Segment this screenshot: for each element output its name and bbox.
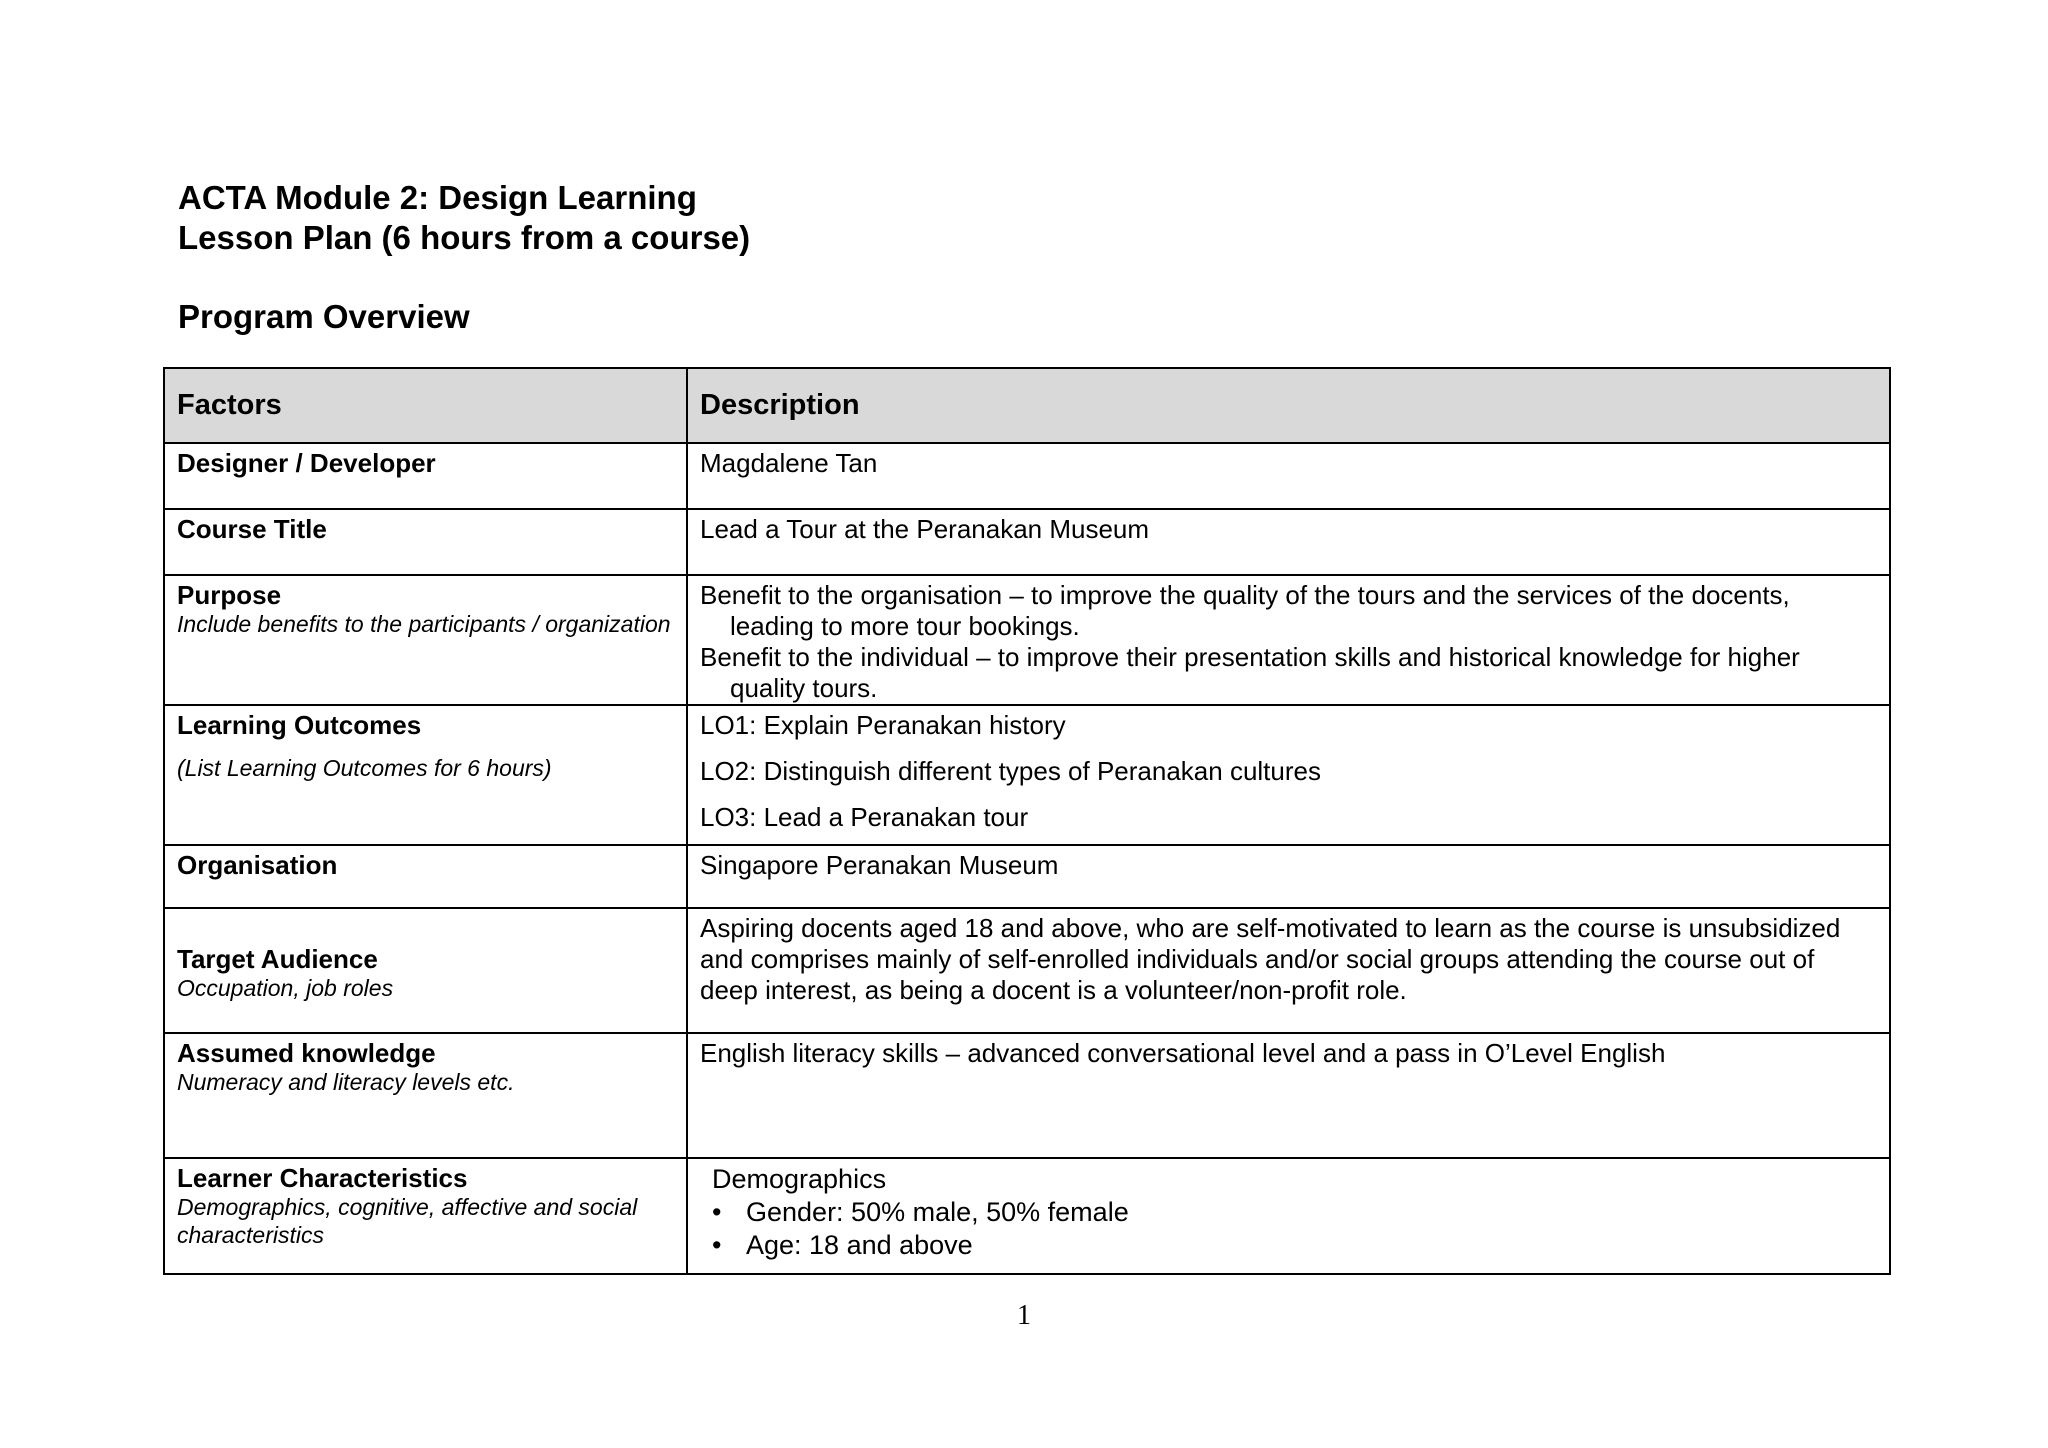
factor-name: Purpose <box>177 580 282 610</box>
column-header-factors: Factors <box>164 368 687 443</box>
factor-name: Target Audience <box>177 943 378 974</box>
description-cell <box>687 705 1890 845</box>
bullet-icon: • <box>712 1230 722 1260</box>
factor-cell <box>164 575 687 705</box>
factor-name: Organisation <box>177 850 338 880</box>
description-cell <box>687 845 1890 908</box>
table-row <box>164 705 1890 845</box>
description-text: Singapore Peranakan Museum <box>700 850 1059 880</box>
description-text: Aspiring docents aged 18 and above, who are self-motivated to learn as the course is unsubsidized and comprises mainly of self-enrolled individuals and/or social groups attending the course out of deep interest, as being a docent is a volunteer/non-profit role. <box>700 913 1841 1005</box>
list-item <box>712 1229 1877 1262</box>
factor-cell <box>164 845 687 908</box>
learning-outcome: LO2: Distinguish different types of Peranakan cultures <box>700 756 1321 786</box>
program-overview-table <box>163 367 1891 1275</box>
list-item-text: Gender: 50% male, 50% female <box>746 1197 1129 1227</box>
factor-name: Learning Outcomes <box>177 710 422 740</box>
table-row <box>164 1033 1890 1158</box>
description-cell <box>687 908 1890 1033</box>
description-cell <box>687 509 1890 575</box>
description-cell <box>687 1033 1890 1158</box>
factor-cell <box>164 705 687 845</box>
factor-cell <box>164 908 687 1033</box>
description-cell <box>687 575 1890 705</box>
description-text: Magdalene Tan <box>700 448 878 478</box>
table-header-row <box>164 368 1890 443</box>
learning-outcome: LO3: Lead a Peranakan tour <box>700 802 1029 832</box>
column-header-description: Description <box>687 368 1890 443</box>
description-text: Lead a Tour at the Peranakan Museum <box>700 514 1150 544</box>
factor-name: Designer / Developer <box>177 448 436 478</box>
factor-note: (List Learning Outcomes for 6 hours) <box>177 755 552 781</box>
factor-note: Numeracy and literacy levels etc. <box>177 1069 515 1095</box>
learning-outcome: LO1: Explain Peranakan history <box>700 710 1066 740</box>
bullet-icon: • <box>712 1197 722 1227</box>
table-row <box>164 1158 1890 1274</box>
description-text: English literacy skills – advanced conversational level and a pass in O’Level English <box>700 1038 1666 1068</box>
table-row <box>164 908 1890 1033</box>
list-item-text: Age: 18 and above <box>746 1230 973 1260</box>
factor-cell <box>164 1033 687 1158</box>
description-text: Benefit to the individual – to improve their presentation skills and historical knowledge for higher quality tours. <box>700 642 1800 703</box>
factor-note: Include benefits to the participants / organization <box>177 611 671 637</box>
factor-cell <box>164 1158 687 1274</box>
section-heading: Program Overview <box>178 298 470 335</box>
factor-name: Course Title <box>177 514 327 544</box>
factor-name: Assumed knowledge <box>177 1038 436 1068</box>
table-row <box>164 845 1890 908</box>
factor-cell <box>164 443 687 509</box>
table-row <box>164 443 1890 509</box>
learning-outcomes-list <box>700 706 1877 833</box>
page-number: 1 <box>1017 1300 1031 1331</box>
demographics-heading: Demographics <box>712 1164 887 1194</box>
description-cell <box>687 1158 1890 1274</box>
demographics-list <box>700 1196 1877 1262</box>
document-title: ACTA Module 2: Design Learning <box>178 179 697 216</box>
list-item <box>712 1196 1877 1229</box>
factor-cell <box>164 509 687 575</box>
table-row <box>164 509 1890 575</box>
factor-note: Demographics, cognitive, affective and social characteristics <box>177 1194 638 1248</box>
description-cell <box>687 443 1890 509</box>
table-row <box>164 575 1890 705</box>
document-subtitle: Lesson Plan (6 hours from a course) <box>178 219 751 256</box>
factor-name: Learner Characteristics <box>177 1163 468 1193</box>
description-text: Benefit to the organisation – to improve the quality of the tours and the services of the docents, leading to more tour bookings. <box>700 580 1790 641</box>
factor-note: Occupation, job roles <box>177 974 394 1001</box>
